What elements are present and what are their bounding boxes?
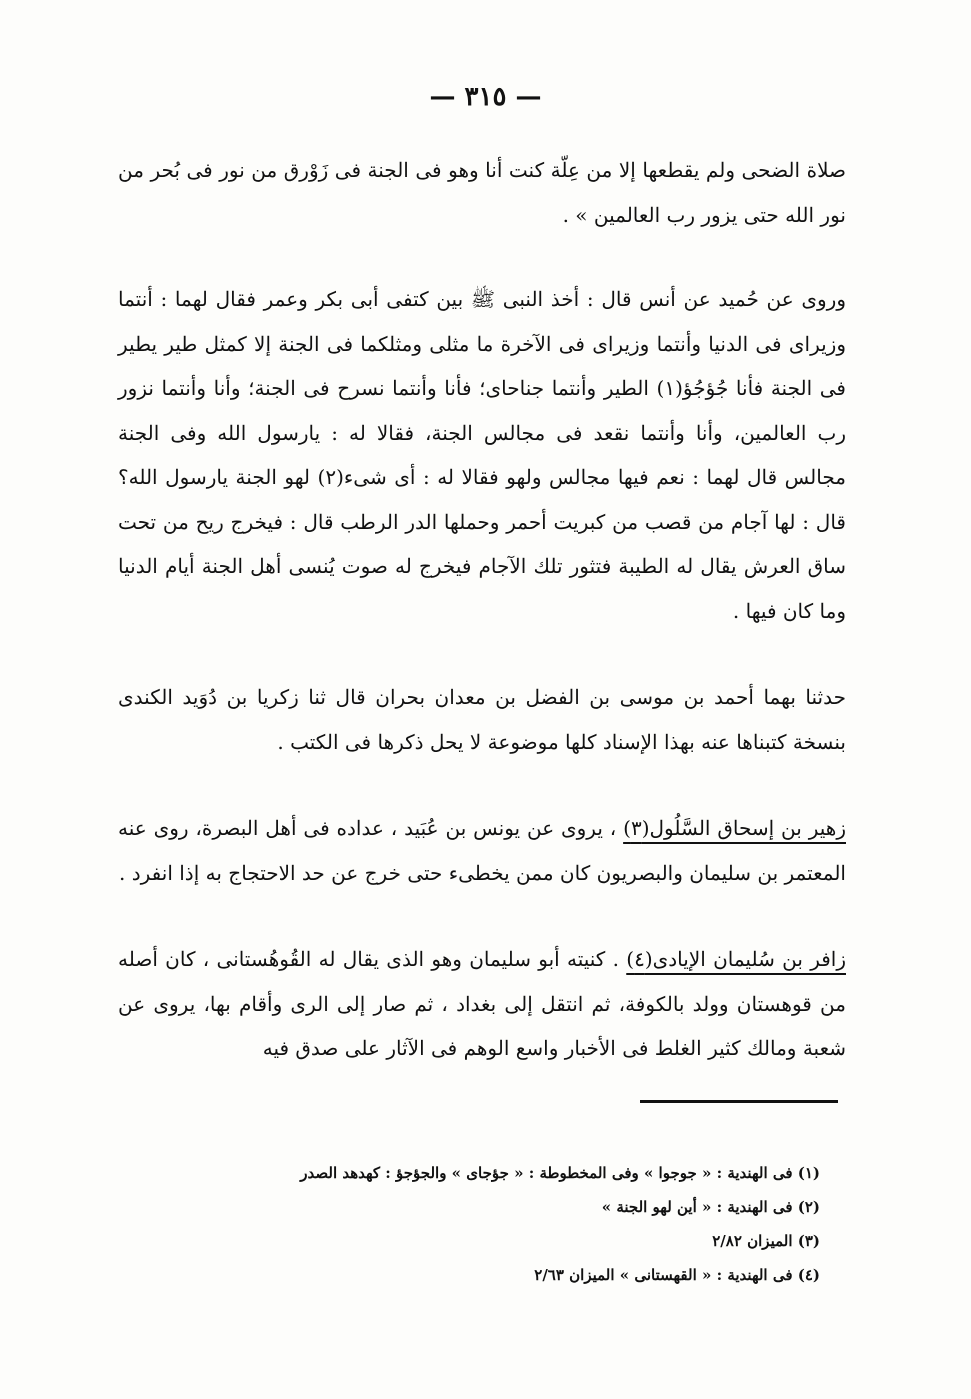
footnote: (٤) فى الهندية : « القهستانى » الميزان ٢/٦٣ xyxy=(534,1266,820,1284)
paragraph: حدثنا بهما أحمد بن موسى بن الفضل بن معدان بحران قال ثنا زكريا بن دُوَيد الكندى بنسخة كتبناها عنه بهذا الإسناد كلها موضوعة لا يحل ذكرها فى الكتب . xyxy=(118,685,846,754)
body-text xyxy=(118,148,846,1113)
paragraph: صلاة الضحى ولم يقطعها إلا من عِلّة كنت أنا وهو فى الجنة فى زَوْرق من نور فى بُحر من نور الله حتى يزور رب العالمين » . xyxy=(118,158,846,227)
entry-text: . كنيته أبو سليمان وهو الذى يقال له القُوهُستانى ، كان أصله من قوهستان وولد بالكوفة، ثم انتقل إلى بغداد ، ثم صار إلى الرى وأقام بها، يروى عن شعبة ومالك كثير الغلط فى الأخبار واسع الوهم فى الآثار على صدق فيه xyxy=(118,947,846,1060)
footnotes xyxy=(180,1156,820,1292)
footnote: (١) فى الهندية : « جوجوا » وفى المخطوطة : « جؤجاى » والجؤجؤ : كهدهد الصدر xyxy=(300,1164,820,1182)
footnote-separator xyxy=(640,1100,838,1103)
biography-entry xyxy=(118,937,846,1071)
entry-text: ، يروى عن يونس بن عُبَيد ، عداده فى أهل البصرة، روى عنه المعتمر بن سليمان والبصريون كان ممن يخطىء حتى خرج عن حد الاحتجاج به إذا انفرد . xyxy=(118,816,846,885)
entry-name: زافر بن سُليمان الإيادى(٤) xyxy=(626,947,846,971)
page-number: — ٣١٥ — xyxy=(429,82,542,112)
entry-name: زهير بن إسحاق السَّلُول(٣) xyxy=(623,816,846,840)
paragraph: وروى عن حُميد عن أنس قال : أخذ النبى ﷺ بين كتفى أبى بكر وعمر فقال لهما : أنتما وزيراى فى الدنيا وأنتما وزيراى فى الآخرة ما مثلى ومثلكما فى الجنة إلا كمثل طير يطير فى الجنة فأنا جُؤجُؤ(١) الطير وأنتما جناحاى؛ فأنا وأنتما نسرح فى الجنة؛ وأنا وأنتما نزور رب العالمين، وأنا وأنتما نقعد فى مجالس الجنة، فقالا له : يارسول الله وفى الجنة مجالس قال لهما : نعم فيها مجالس ولهو فقالا له : أى شىء(٢) لهو الجنة يارسول الله؟ قال : لها آجام من قصب من كبريت أحمر وحملها الدر الرطب قال : فيخرج ريح من تحت ساق العرش يقال له الطيبة فتثور تلك الآجام فيخرج له صوت يُنسى أهل الجنة أيام الدنيا وما كان فيها . xyxy=(118,287,846,623)
footnote: (٣) الميزان ٢/٨٢ xyxy=(712,1232,820,1250)
footnote: (٢) فى الهندية : « أين لهو الجنة » xyxy=(601,1198,820,1216)
biography-entry xyxy=(118,806,846,895)
